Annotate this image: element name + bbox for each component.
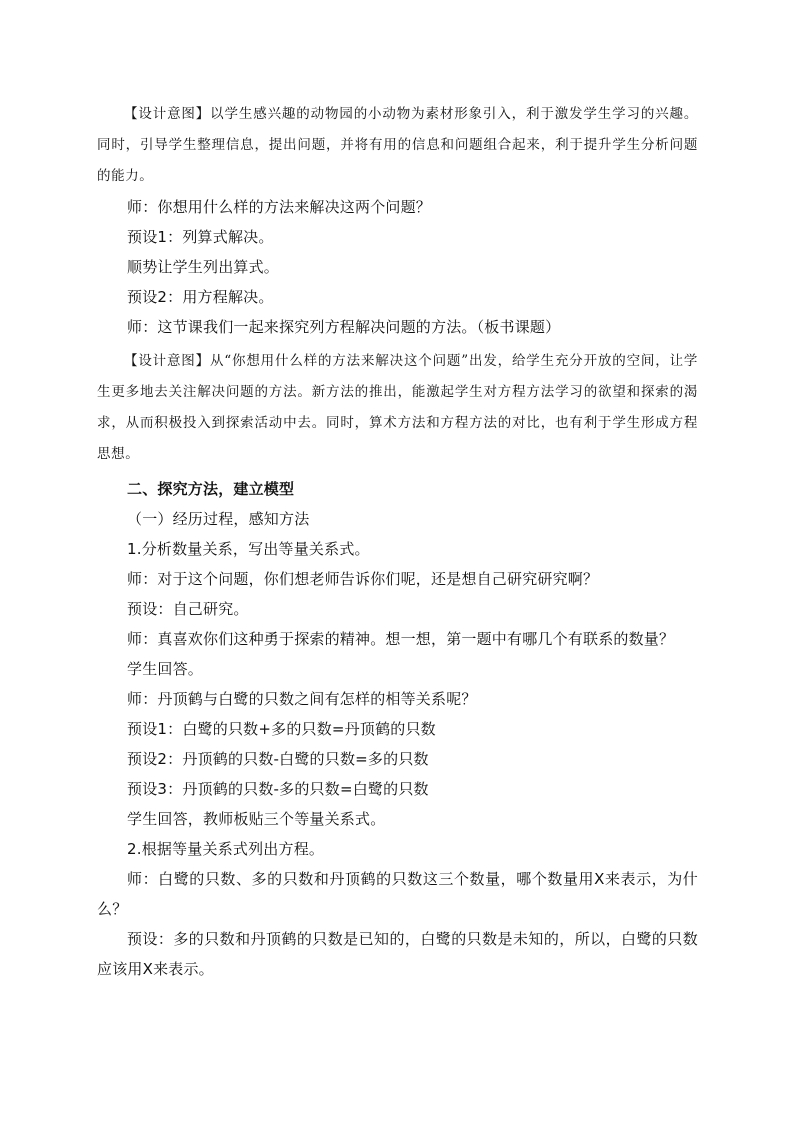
step-1: 1.分析数量关系，写出等量关系式。 [127, 540, 370, 558]
teacher-line-3: 师：丹顶鹤与白鹭的只数之间有怎样的相等关系呢？ [127, 690, 477, 708]
subsection-heading: （一）经历过程，感知方法 [127, 510, 310, 528]
preset-1: 预设1：列算式解决。 [127, 228, 274, 246]
student-answer-1: 学生回答。 [127, 660, 204, 678]
preset-unknown: 预设：多的只数和丹顶鹤的只数是已知的，白鹭的只数是未知的，所以，白鹭的只数应该用X来表示。 [97, 930, 698, 978]
design-intent-paragraph-1: 【设计意图】以学生感兴趣的动物园的小动物为素材形象引入，利于激发学生学习的兴趣。同时，引导学生整理信息，提出问题，并将有用的信息和问题组合起来，利于提升学生分析问题的能力。 [97, 106, 698, 184]
preset-2: 预设2：用方程解决。 [127, 288, 274, 306]
equation-preset-2: 预设2：丹顶鹤的只数-白鹭的只数=多的只数 [127, 750, 429, 768]
teacher-line-1: 师：对于这个问题，你们想老师告诉你们呢，还是想自己研究研究啊？ [127, 570, 599, 588]
teacher-line-4: 师：白鹭的只数、多的只数和丹顶鹤的只数这三个数量，哪个数量用X来表示，为什么？ [97, 870, 698, 918]
teacher-line-2: 师：真喜欢你们这种勇于探索的精神。想一想，第一题中有哪几个有联系的数量？ [127, 630, 675, 648]
student-answer-2: 学生回答，教师板贴三个等量关系式。 [127, 810, 386, 828]
equation-preset-1: 预设1：白鹭的只数+多的只数=丹顶鹤的只数 [127, 720, 436, 738]
student-action: 顺势让学生列出算式。 [127, 258, 280, 276]
design-intent-paragraph-2: 【设计意图】从“你想用什么样的方法来解决这个问题”出发，给学生充分开放的空间，让学生更多地去关注解决问题的方法。新方法的推出，能激起学生对方程方法学习的欲望和探索的渴求，从而积极投入到探索活动中去。同时，算术方法和方程方法的对比，也有利于学生形成方程思想。 [97, 353, 698, 462]
teacher-question: 师：你想用什么样的方法来解决这两个问题？ [127, 198, 432, 216]
step-2: 2.根据等量关系式列出方程。 [127, 840, 325, 858]
teacher-intro: 师：这节课我们一起来探究列方程解决问题的方法。（板书课题） [127, 318, 561, 336]
preset-self-study: 预设：自己研究。 [127, 600, 249, 618]
equation-preset-3: 预设3：丹顶鹤的只数-多的只数=白鹭的只数 [127, 780, 429, 798]
section-heading: 二、探究方法，建立模型 [127, 480, 295, 498]
